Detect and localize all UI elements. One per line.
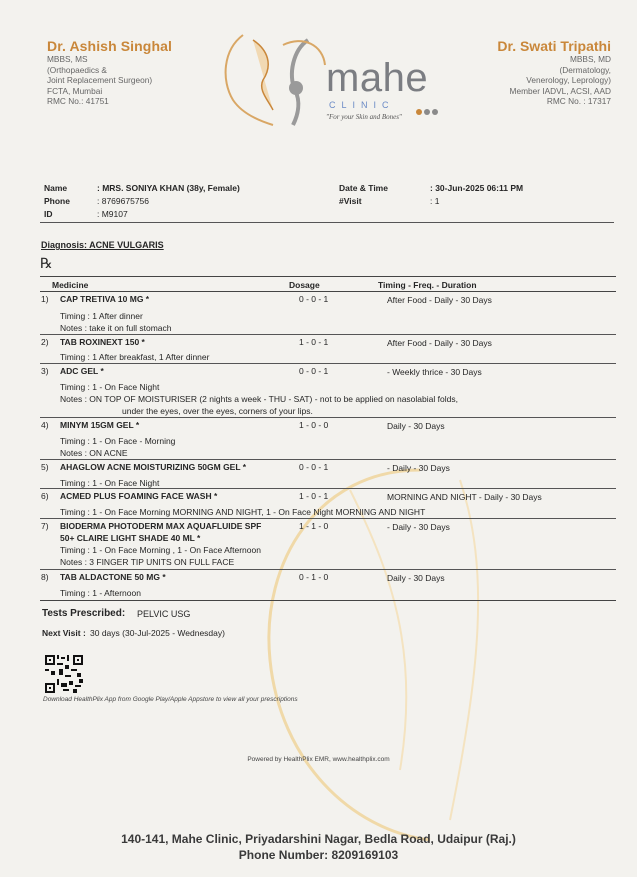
med-5-name: AHAGLOW ACNE MOISTURIZING 50GM GEL * — [60, 462, 247, 472]
doctor-left-name: Dr. Ashish Singhal — [47, 38, 172, 54]
med-7-name-cont: 50+ CLAIRE LIGHT SHADE 40 ML * — [60, 533, 201, 543]
med-8-num: 8) — [41, 572, 49, 582]
med-3-timing-detail: Timing : 1 - On Face Night — [60, 382, 160, 392]
doctor-right-specialty-2: Venerology, Leprology) — [526, 75, 611, 85]
doctor-left-fellowship: FCTA, Mumbai — [47, 85, 103, 96]
patient-name: : MRS. SONIYA KHAN (38y, Female) — [97, 183, 240, 193]
tests-value: PELVIC USG — [137, 609, 191, 619]
rx-icon: ℞ — [40, 257, 53, 272]
tests-label: Tests Prescribed: — [42, 608, 126, 619]
qr-code-icon[interactable] — [45, 655, 83, 693]
med-7-name: BIODERMA PHOTODERM MAX AQUAFLUIDE SPF — [60, 521, 262, 531]
med-7-timing: - Daily - 30 Days — [387, 522, 450, 532]
med-7-notes: Notes : 3 FINGER TIP UNITS ON FULL FACE — [60, 557, 235, 567]
med-2-timing-detail: Timing : 1 After breakfast, 1 After dinner — [60, 352, 210, 362]
med-1-num: 1) — [41, 294, 49, 304]
patient-phone: : 8769675756 — [97, 196, 149, 206]
visit-value: : 1 — [430, 196, 440, 206]
col-timing: Timing - Freq. - Duration — [378, 280, 477, 290]
col-dosage: Dosage — [289, 280, 320, 290]
doctor-left-degree: MBBS, MS — [47, 54, 88, 64]
med-7-num: 7) — [41, 521, 49, 531]
med-4-name: MINYM 15GM GEL * — [60, 420, 140, 430]
row-divider — [40, 334, 616, 335]
row-divider — [40, 488, 616, 489]
med-7-timing-detail: Timing : 1 - On Face Morning , 1 - On Face Afternoon — [60, 545, 261, 555]
doctor-left-rmc: RMC No.: 41751 — [47, 96, 109, 106]
med-3-timing: - Weekly thrice - 30 Days — [387, 367, 482, 377]
download-app-note: Download HealthPlix App from Google Play/Apple Appstore to view all your prescriptions — [43, 696, 298, 703]
med-1-dosage: 0 - 0 - 1 — [299, 294, 329, 304]
table-bottom-rule — [40, 600, 616, 601]
diagnosis: Diagnosis: ACNE VULGARIS — [41, 240, 164, 250]
med-5-dosage: 0 - 0 - 1 — [299, 462, 329, 472]
row-divider — [40, 518, 616, 519]
id-label: ID — [44, 209, 53, 219]
powered-by: Powered by HealthPlix EMR, www.healthplix.com — [247, 756, 390, 763]
row-divider — [40, 363, 616, 364]
patient-divider — [40, 222, 614, 223]
med-2-num: 2) — [41, 337, 49, 347]
med-8-timing: Daily - 30 Days — [387, 573, 445, 583]
med-1-timing-detail: Timing : 1 After dinner — [60, 311, 143, 321]
med-5-timing: - Daily - 30 Days — [387, 463, 450, 473]
row-divider — [40, 569, 616, 570]
next-visit-label: Next Visit : — [42, 628, 86, 638]
logo-subtitle: CLINIC — [329, 100, 395, 110]
med-4-num: 4) — [41, 420, 49, 430]
med-5-timing-detail: Timing : 1 - On Face Night — [60, 478, 160, 488]
logo-tagline: "For your Skin and Bones" — [326, 113, 402, 121]
med-6-num: 6) — [41, 491, 49, 501]
med-6-name: ACMED PLUS FOAMING FACE WASH * — [60, 491, 218, 501]
table-top-rule — [40, 276, 616, 277]
med-2-timing: After Food - Daily - 30 Days — [387, 338, 492, 348]
patient-id: : M9107 — [97, 209, 128, 219]
med-3-dosage: 0 - 0 - 1 — [299, 366, 329, 376]
doctor-right-degree: MBBS, MD — [569, 54, 611, 64]
doctor-left-specialty-2: Joint Replacement Surgeon) — [47, 75, 153, 85]
med-4-notes: Notes : ON ACNE — [60, 448, 128, 458]
footer-phone: Phone Number: 8209169103 — [238, 848, 399, 862]
visit-label: #Visit — [339, 196, 362, 206]
next-visit-value: 30 days (30-Jul-2025 - Wednesday) — [90, 628, 225, 638]
med-7-dosage: 1 - 1 - 0 — [299, 521, 329, 531]
doctor-right-membership: Member IADVL, ACSI, AAD — [509, 85, 611, 96]
table-header-rule — [40, 291, 616, 292]
med-4-timing: Daily - 30 Days — [387, 421, 445, 431]
med-3-name: ADC GEL * — [60, 366, 104, 376]
doctor-right-specialty: (Dermatology, — [559, 64, 611, 75]
med-1-notes: Notes : take it on full stomach — [60, 323, 172, 333]
med-4-timing-detail: Timing : 1 - On Face - Morning — [60, 436, 176, 446]
doctor-right-block — [411, 38, 611, 107]
med-6-timing: MORNING AND NIGHT - Daily - 30 Days — [387, 492, 542, 502]
logo-face-bone-icon — [213, 30, 328, 130]
doctor-left-specialty: (Orthopaedics & — [47, 64, 107, 75]
datetime-label: Date & Time — [339, 183, 388, 193]
med-3-notes-cont: under the eyes, over the eyes, corners of your lips. — [122, 406, 313, 416]
doctor-right-name: Dr. Swati Tripathi — [497, 38, 611, 54]
med-3-notes: Notes : ON TOP OF MOISTURISER (2 nights a week - THU - SAT) - not to be applied on nasolabial folds, — [60, 394, 458, 404]
med-3-num: 3) — [41, 366, 49, 376]
phone-label: Phone — [44, 196, 70, 206]
med-8-timing-detail: Timing : 1 - Afternoon — [60, 588, 141, 598]
med-4-dosage: 1 - 0 - 0 — [299, 420, 329, 430]
med-1-timing: After Food - Daily - 30 Days — [387, 295, 492, 305]
med-8-dosage: 0 - 1 - 0 — [299, 572, 329, 582]
med-2-name: TAB ROXINEXT 150 * — [60, 337, 145, 347]
med-2-dosage: 1 - 0 - 1 — [299, 337, 329, 347]
doctor-right-rmc: RMC No. : 17317 — [546, 96, 611, 106]
med-5-num: 5) — [41, 462, 49, 472]
logo-brand: mahe — [326, 56, 429, 100]
med-1-name: CAP TRETIVA 10 MG * — [60, 294, 150, 304]
doctor-left-block — [47, 38, 217, 107]
med-6-timing-detail: Timing : 1 - On Face Morning MORNING AND NIGHT, 1 - On Face Night MORNING AND NIGHT — [60, 507, 426, 517]
name-label: Name — [44, 183, 68, 193]
datetime-value: : 30-Jun-2025 06:11 PM — [430, 183, 524, 193]
footer-address: 140-141, Mahe Clinic, Priyadarshini Nagar, Bedla Road, Udaipur (Raj.) — [121, 832, 516, 846]
col-medicine: Medicine — [52, 280, 89, 290]
row-divider — [40, 417, 616, 418]
row-divider — [40, 459, 616, 460]
med-8-name: TAB ALDACTONE 50 MG * — [60, 572, 166, 582]
med-6-dosage: 1 - 0 - 1 — [299, 491, 329, 501]
